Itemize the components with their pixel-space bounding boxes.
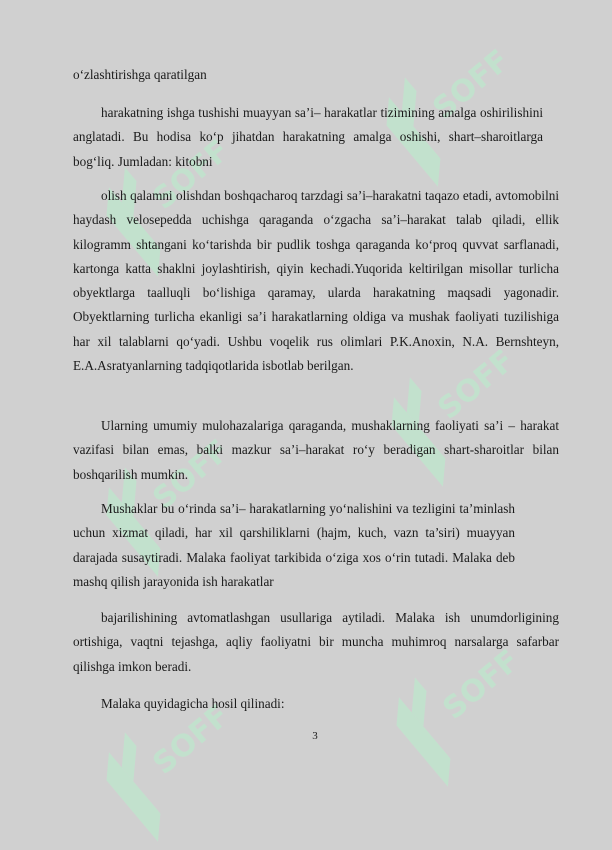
watermark-text: SOFF [431, 343, 510, 427]
paragraph: olish qalamni olishdan boshqacharoq tarzdagi sa’i–harakatni taqazo etadi, avtomobilni haydash velosepedda uchishga qaraganda o‘zgacha sa’i–harakat talab qiladi, ellik kilogramm shtangani ko‘tarishda bir pudlik toshga qaraganda ko‘proq quvvat sarflanadi, kartonga katta shaklni joylashtirish, qiyin kechadi.Yuqorida keltirilgan misollar turlicha obyektlarga taalluqli bo‘lishiga qaramay, ularda harakatning maqsadi yagonadir. Obyektlarning turlicha ekanligi sa’i harakatlarning oldiga va mushak faoliyati tuzilishiga har xil talablarni qo‘yadi. Ushbu voqelik rus olimlari P.K.Anoxin, N.A. Bernshteyn, E.A.Asratyanlarning tadqiqotlarida isbotlab berilgan. [73, 188, 559, 374]
page-number: 3 [312, 730, 318, 742]
watermark-text: SOFF [426, 43, 505, 127]
paragraph: Malaka quyidagicha hosil qilinadi: [101, 696, 285, 711]
watermark-text: SOFF [146, 433, 225, 517]
paragraph: bajarilishining avtomatlashgan usullariga aytiladi. Malaka ish unumdorligining ortishiga, vaqtni tejashga, aqliy faoliyatni bir muncha muhimroq narsalarga safarbar qilishga imkon beradi. [73, 610, 559, 674]
watermark-text: SOFF [436, 643, 515, 727]
paragraph: Mushaklar bu o‘rinda sa’i– harakatlarning yo‘nalishini va tezligini ta’minlash uchun xizmat qiladi, har xil qarshiliklarni (hajm, kuch, vazn ta’siri) muayyan darajada susaytiradi. Malaka faoliyat tarkibida o‘ziga xos o‘rin tutadi. Malaka deb mashq qilish jarayonida ish harakatlar [73, 501, 515, 589]
paragraph: Ularning umumiy mulohazalariga qaraganda, mushaklarning faoliyati sa’i – harakat vazifasi bilan emas, balki mazkur sa’i–harakat ro‘y beradigan shart-sharoitlar bilan boshqarilish mumkin. [73, 418, 559, 482]
soff-logo-icon [75, 695, 225, 845]
watermark-text: SOFF [146, 698, 225, 782]
watermark-text: SOFF [146, 133, 225, 217]
paragraph: harakatning ishga tushishi muayyan sa’i– harakatlar tizimining amalga oshirilishini anglatadi. Bu hodisa ko‘p jihatdan harakatning amalga oshishi, shart–sharoitlarga bog‘liq. Jumladan: kitobni [73, 105, 543, 169]
paragraph: o‘zlashtirishga qaratilgan [73, 67, 207, 82]
